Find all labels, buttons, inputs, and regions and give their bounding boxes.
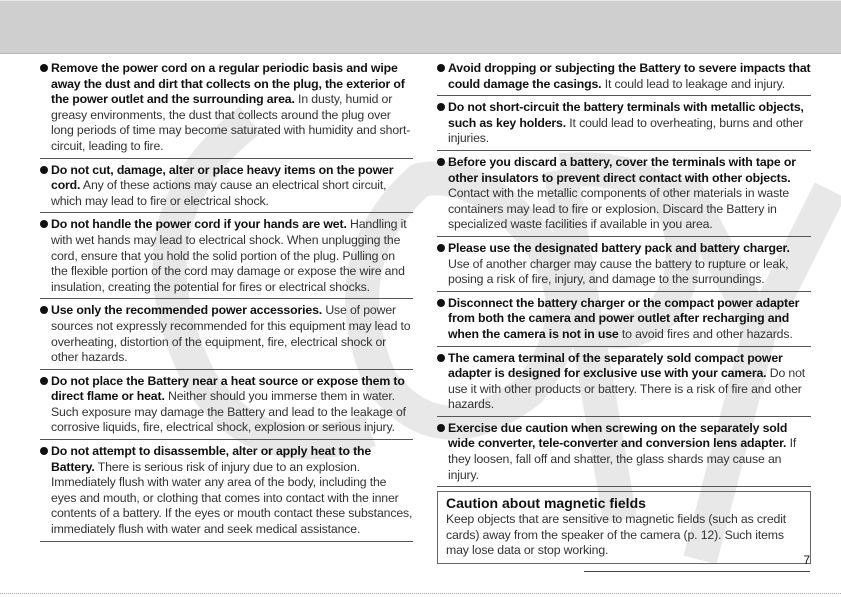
bullet-icon [437,354,445,362]
caution-title: Caution about magnetic fields [446,495,646,512]
caution-box [437,491,811,564]
item-lead: Do not cut, damage, alter or place heavy items on the power cord. [51,162,394,193]
caution-body: Keep objects that are sensitive to magnetic fields (such as credit cards) away from the speaker of the camera (p. 12). Such items may lose data or stop working. [446,512,787,558]
bullet-icon [437,158,445,166]
list-item [437,421,811,487]
item-lead: Remove the power cord on a regular periodic basis and wipe away the dust and dirt that collects on the plug, the exterior of the power outlet and the surrounding area. [51,61,405,107]
list-item [40,444,413,542]
item-lead: Do not attempt to disassemble, alter or apply heat to the Battery. [51,444,372,474]
list-item [437,61,811,96]
bullet-icon [437,244,445,252]
item-body: Any of these actions may cause an electrical short circuit, which may lead to fire or electrical shock. [51,178,387,208]
item-lead: Please use the designated battery pack and battery charger. [448,240,790,255]
item-body: There is serious risk of injury due to an explosion. Immediately flush with water any area of the body, including the eyes and mouth, or clothing that comes into contact with the inner contents of a battery. If the eyes or mouth contact these substances, immediately flush with water and seek medical assistance. [51,459,413,537]
left-column [40,61,413,546]
item-body: Do not use it with other products or battery. There is a risk of fire and other hazards. [448,366,806,412]
bullet-icon [437,299,445,307]
item-body: Handling it with wet hands may lead to electrical shock. When unplugging the cord, ensure that you hold the solid portion of the plug. Pulling on the flexible portion of the cord may damage or expose the wire and insulation, creating the potential for fires or electrical shocks. [51,217,407,294]
item-lead: Do not handle the power cord if your hands are wet. [51,217,347,232]
bullet-icon [40,64,48,72]
list-item [437,100,811,151]
item-lead: Do not short-circuit the battery terminals with metallic objects, such as key holders. [448,100,804,130]
bullet-icon [40,220,48,228]
list-item [40,61,413,159]
bullet-icon [40,306,48,314]
item-body: In dusty, humid or greasy environments, the dust that collects around the plug over long periods of time may become saturated with humidity and short-circuit, leading to fire. [51,92,411,153]
list-item [40,303,413,369]
item-lead: Exercise due caution when screwing on the separately sold wide converter, tele-converter and conversion lens adapter. [448,420,788,451]
bullet-icon [437,103,445,111]
bullet-icon [40,166,48,174]
item-lead: Avoid dropping or subjecting the Battery to severe impacts that could damage the casings. [448,61,811,91]
item-lead: Do not place the Battery near a heat source or expose them to direct flame or heat. [51,373,405,404]
bullet-icon [40,447,48,455]
item-lead: Disconnect the battery charger or the compact power adapter from both the camera and power outlet after recharging and when the camera is not in use [448,295,800,341]
item-body: Use of another charger may cause the battery to rupture or leak, posing a risk of fire, injury, and damage to the surroundings. [448,256,789,287]
footer-rule [584,571,810,572]
item-lead: The camera terminal of the separately sold compact power adapter is designed for exclusive use with your camera. [448,350,783,381]
list-item [40,217,413,299]
list-item [40,374,413,440]
item-lead: Before you discard a battery, cover the terminals with tape or other insulators to prevent direct contact with other objects. [448,154,796,185]
item-body: Neither should you immerse them in water. Such exposure may damage the Battery and lead to the leakage of corrosive liquids, fire, electrical shock, explosion or serious injury. [51,389,406,435]
list-item [437,351,811,417]
item-body: It could lead to leakage and injury. [604,76,786,91]
bullet-icon [40,377,48,385]
item-body: to avoid fires and other hazards. [621,326,793,341]
item-body: It could lead to overheating, burns and other injuries. [448,115,804,146]
list-item [437,155,811,237]
right-column [437,61,811,564]
item-body: Contact with the metallic components of other materials in waste containers may lead to fire or explosion. Discard the Battery in specialized waste facilities if available in you area. [448,186,790,232]
bottom-divider [0,593,841,594]
item-body: Use of power sources not expressly recommended for this equipment may lead to overheating, distortion of the equipment, fire, electrical shock or other hazards. [51,303,411,365]
item-body: If they loosen, fall off and shatter, the glass shards may cause an injury. [448,436,797,482]
bullet-icon [437,64,445,72]
item-lead: Use only the recommended power accessories. [51,303,323,318]
list-item [40,163,413,214]
list-item [437,296,811,347]
header-bar [0,0,841,54]
list-item [437,241,811,292]
page-number: 7 [803,553,810,567]
bullet-icon [437,424,445,432]
